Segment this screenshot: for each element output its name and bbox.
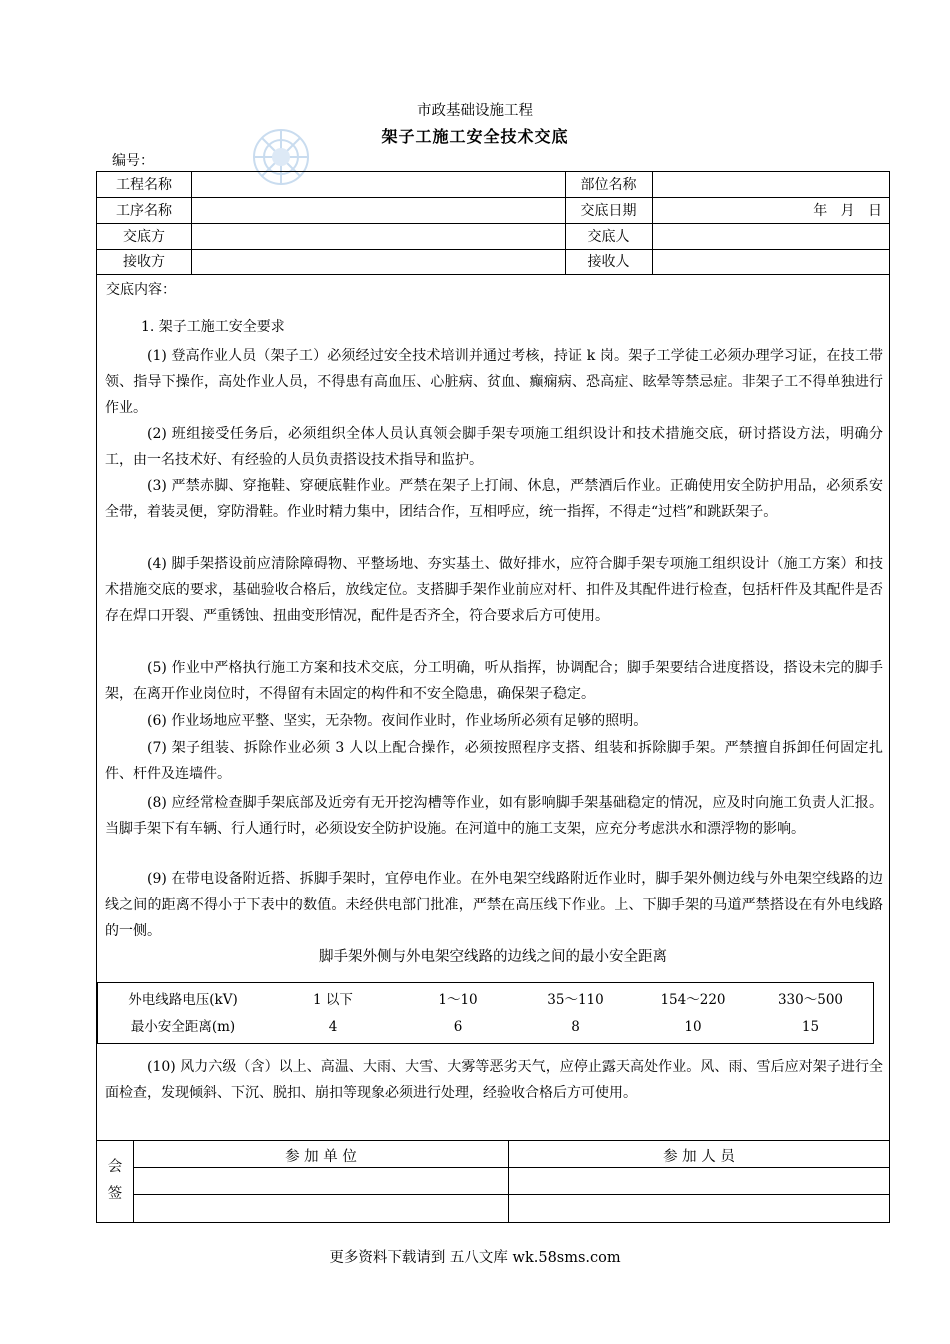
distance-table-caption: 脚手架外侧与外电架空线路的边线之间的最小安全距离: [319, 949, 667, 965]
distance-cell: 4: [328, 1019, 338, 1035]
document-subtitle: 市政基础设施工程: [417, 103, 533, 119]
unit-cell[interactable]: [135, 1195, 507, 1221]
part-name-label: 部位名称: [580, 177, 637, 193]
paragraph-8: (8) 应经常检查脚手架底部及近旁有无开挖沟槽等作业，如有影响脚手架基础稳定的情况，应及时向施工负责人汇报。当脚手架下有车辆、行人通行时，必须设安全防护设施。在河道中的施工支架，应充分考虑洪水和漂浮物的影响。: [105, 795, 883, 837]
briefer-party-label: 交底方: [123, 229, 165, 245]
project-name-field[interactable]: [197, 172, 557, 198]
voltage-cell: 330～500: [777, 992, 844, 1008]
participating-unit-header: 参 加 单 位: [285, 1149, 357, 1165]
briefer-field[interactable]: [657, 224, 887, 250]
paragraph-4: (4) 脚手架搭设前应清除障碍物、平整场地、夯实基土、做好排水，应符合脚手架专项施工组织设计（施工方案）和技术措施交底的要求，基础验收合格后，放线定位。支搭脚手架作业前应对杆、扣件及其配件进行检查，包括杆件及其配件是否存在焊口开裂、严重锈蚀、扭曲变形情况，配件是否齐全，符合要求后方可使用。: [105, 556, 883, 624]
paragraph-10: (10) 风力六级（含）以上、高温、大雨、大雪、大雾等恶劣天气，应停止露天高处作业。风、雨、雪后应对架子进行全面检查，发现倾斜、下沉、脱扣、崩扣等现象必须进行处理，经验收合格后方可使用。: [105, 1059, 883, 1101]
voltage-row: [98, 987, 873, 1013]
distance-cell: 15: [801, 1019, 820, 1035]
document-title: 架子工施工安全技术交底: [381, 127, 569, 146]
receiver-label: 接收人: [587, 254, 630, 270]
process-name-label: 工序名称: [116, 203, 172, 219]
signoff-label-char: 会: [107, 1159, 123, 1175]
briefing-date-label: 交底日期: [580, 203, 637, 219]
voltage-cell: 154～220: [660, 992, 726, 1008]
participant-cell[interactable]: [510, 1195, 888, 1221]
part-name-field[interactable]: [657, 172, 887, 198]
paragraph-6: (6) 作业场地应平整、坚实，无杂物。夜间作业时，作业场所必须有足够的照明。: [147, 713, 648, 729]
signoff-side-label: [97, 1155, 133, 1203]
distance-cell: 8: [571, 1019, 580, 1035]
distance-row: [98, 1014, 873, 1040]
paragraph-2: (2) 班组接受任务后，必须组织全体人员认真领会脚手架专项施工组织设计和技术措施交底，研讨搭设方法，明确分工，由一名技术好、有经验的人员负责搭设技术指导和监护。: [105, 426, 883, 468]
distance-cell: 10: [684, 1019, 702, 1035]
project-name-label: 工程名称: [116, 177, 172, 193]
safety-distance-table: [97, 982, 874, 1044]
participants-header: 参 加 人 员: [663, 1149, 735, 1165]
footer-download-note: 更多资料下载请到 五八文库 wk.58sms.com: [329, 1250, 621, 1266]
voltage-cell: 35～110: [547, 992, 604, 1008]
receiver-party-label: 接收方: [123, 254, 165, 270]
voltage-cell: 1 以下: [313, 992, 353, 1008]
unit-cell[interactable]: [135, 1168, 507, 1193]
distance-label: 最小安全距离(m): [130, 1019, 236, 1035]
paragraph-9: (9) 在带电设备附近搭、拆脚手架时，宜停电作业。在外电架空线路附近作业时，脚手架外侧边线与外电架空线路的边线之间的距离不得小于下表中的数值。未经供电部门批准，严禁在高压线下作业。上、下脚手架的马道严禁搭设在有外电线路的一侧。: [105, 871, 883, 939]
participant-cell[interactable]: [510, 1168, 888, 1193]
voltage-cell: 1～10: [438, 992, 478, 1008]
signoff-top-border: [97, 1140, 889, 1141]
column-divider: [652, 172, 653, 274]
column-divider: [191, 172, 192, 274]
receiver-party-field[interactable]: [197, 249, 557, 275]
receiver-field[interactable]: [657, 249, 887, 275]
distance-cell: 6: [453, 1019, 463, 1035]
signoff-label-char: 签: [107, 1186, 123, 1202]
briefing-content-label: 交底内容：: [106, 282, 176, 298]
briefer-party-field[interactable]: [197, 224, 557, 250]
section-heading: 1. 架子工施工安全要求: [141, 319, 285, 335]
document-number-label: 编号：: [112, 153, 154, 169]
briefer-label: 交底人: [587, 229, 630, 245]
paragraph-3: (3) 严禁赤脚、穿拖鞋、穿硬底鞋作业。严禁在架子上打闹、休息，严禁酒后作业。正确使用安全防护用品，必须系安全带，着装灵便，穿防滑鞋。作业时精力集中，团结合作，互相呼应，统一指挥，不得走“过档”和跳跃架子。: [105, 478, 883, 520]
briefing-form: [96, 171, 890, 1223]
briefing-date-field[interactable]: 年 月 日: [813, 203, 882, 219]
paragraph-5: (5) 作业中严格执行施工方案和技术交底，分工明确，听从指挥，协调配合；脚手架要结合进度搭设，搭设未完的脚手架，在离开作业岗位时，不得留有未固定的构件和不安全隐患，确保架子稳定。: [105, 660, 883, 702]
process-name-field[interactable]: [197, 198, 557, 224]
paragraph-7: (7) 架子组装、拆除作业必须 3 人以上配合操作，必须按照程序支搭、组装和拆除脚手架。严禁擅自拆卸任何固定扎件、杆件及连墙件。: [105, 740, 883, 782]
voltage-label: 外电线路电压(kV): [128, 992, 238, 1008]
paragraph-1: (1) 登高作业人员（架子工）必须经过安全技术培训并通过考核，持证 k 岗。架子工学徒工必须办理学习证，在技工带领、指导下操作，高处作业人员，不得患有高血压、心脏病、贫血、癫痫病、恐高症、眩晕等禁忌症。非架子工不得单独进行作业。: [105, 348, 883, 416]
